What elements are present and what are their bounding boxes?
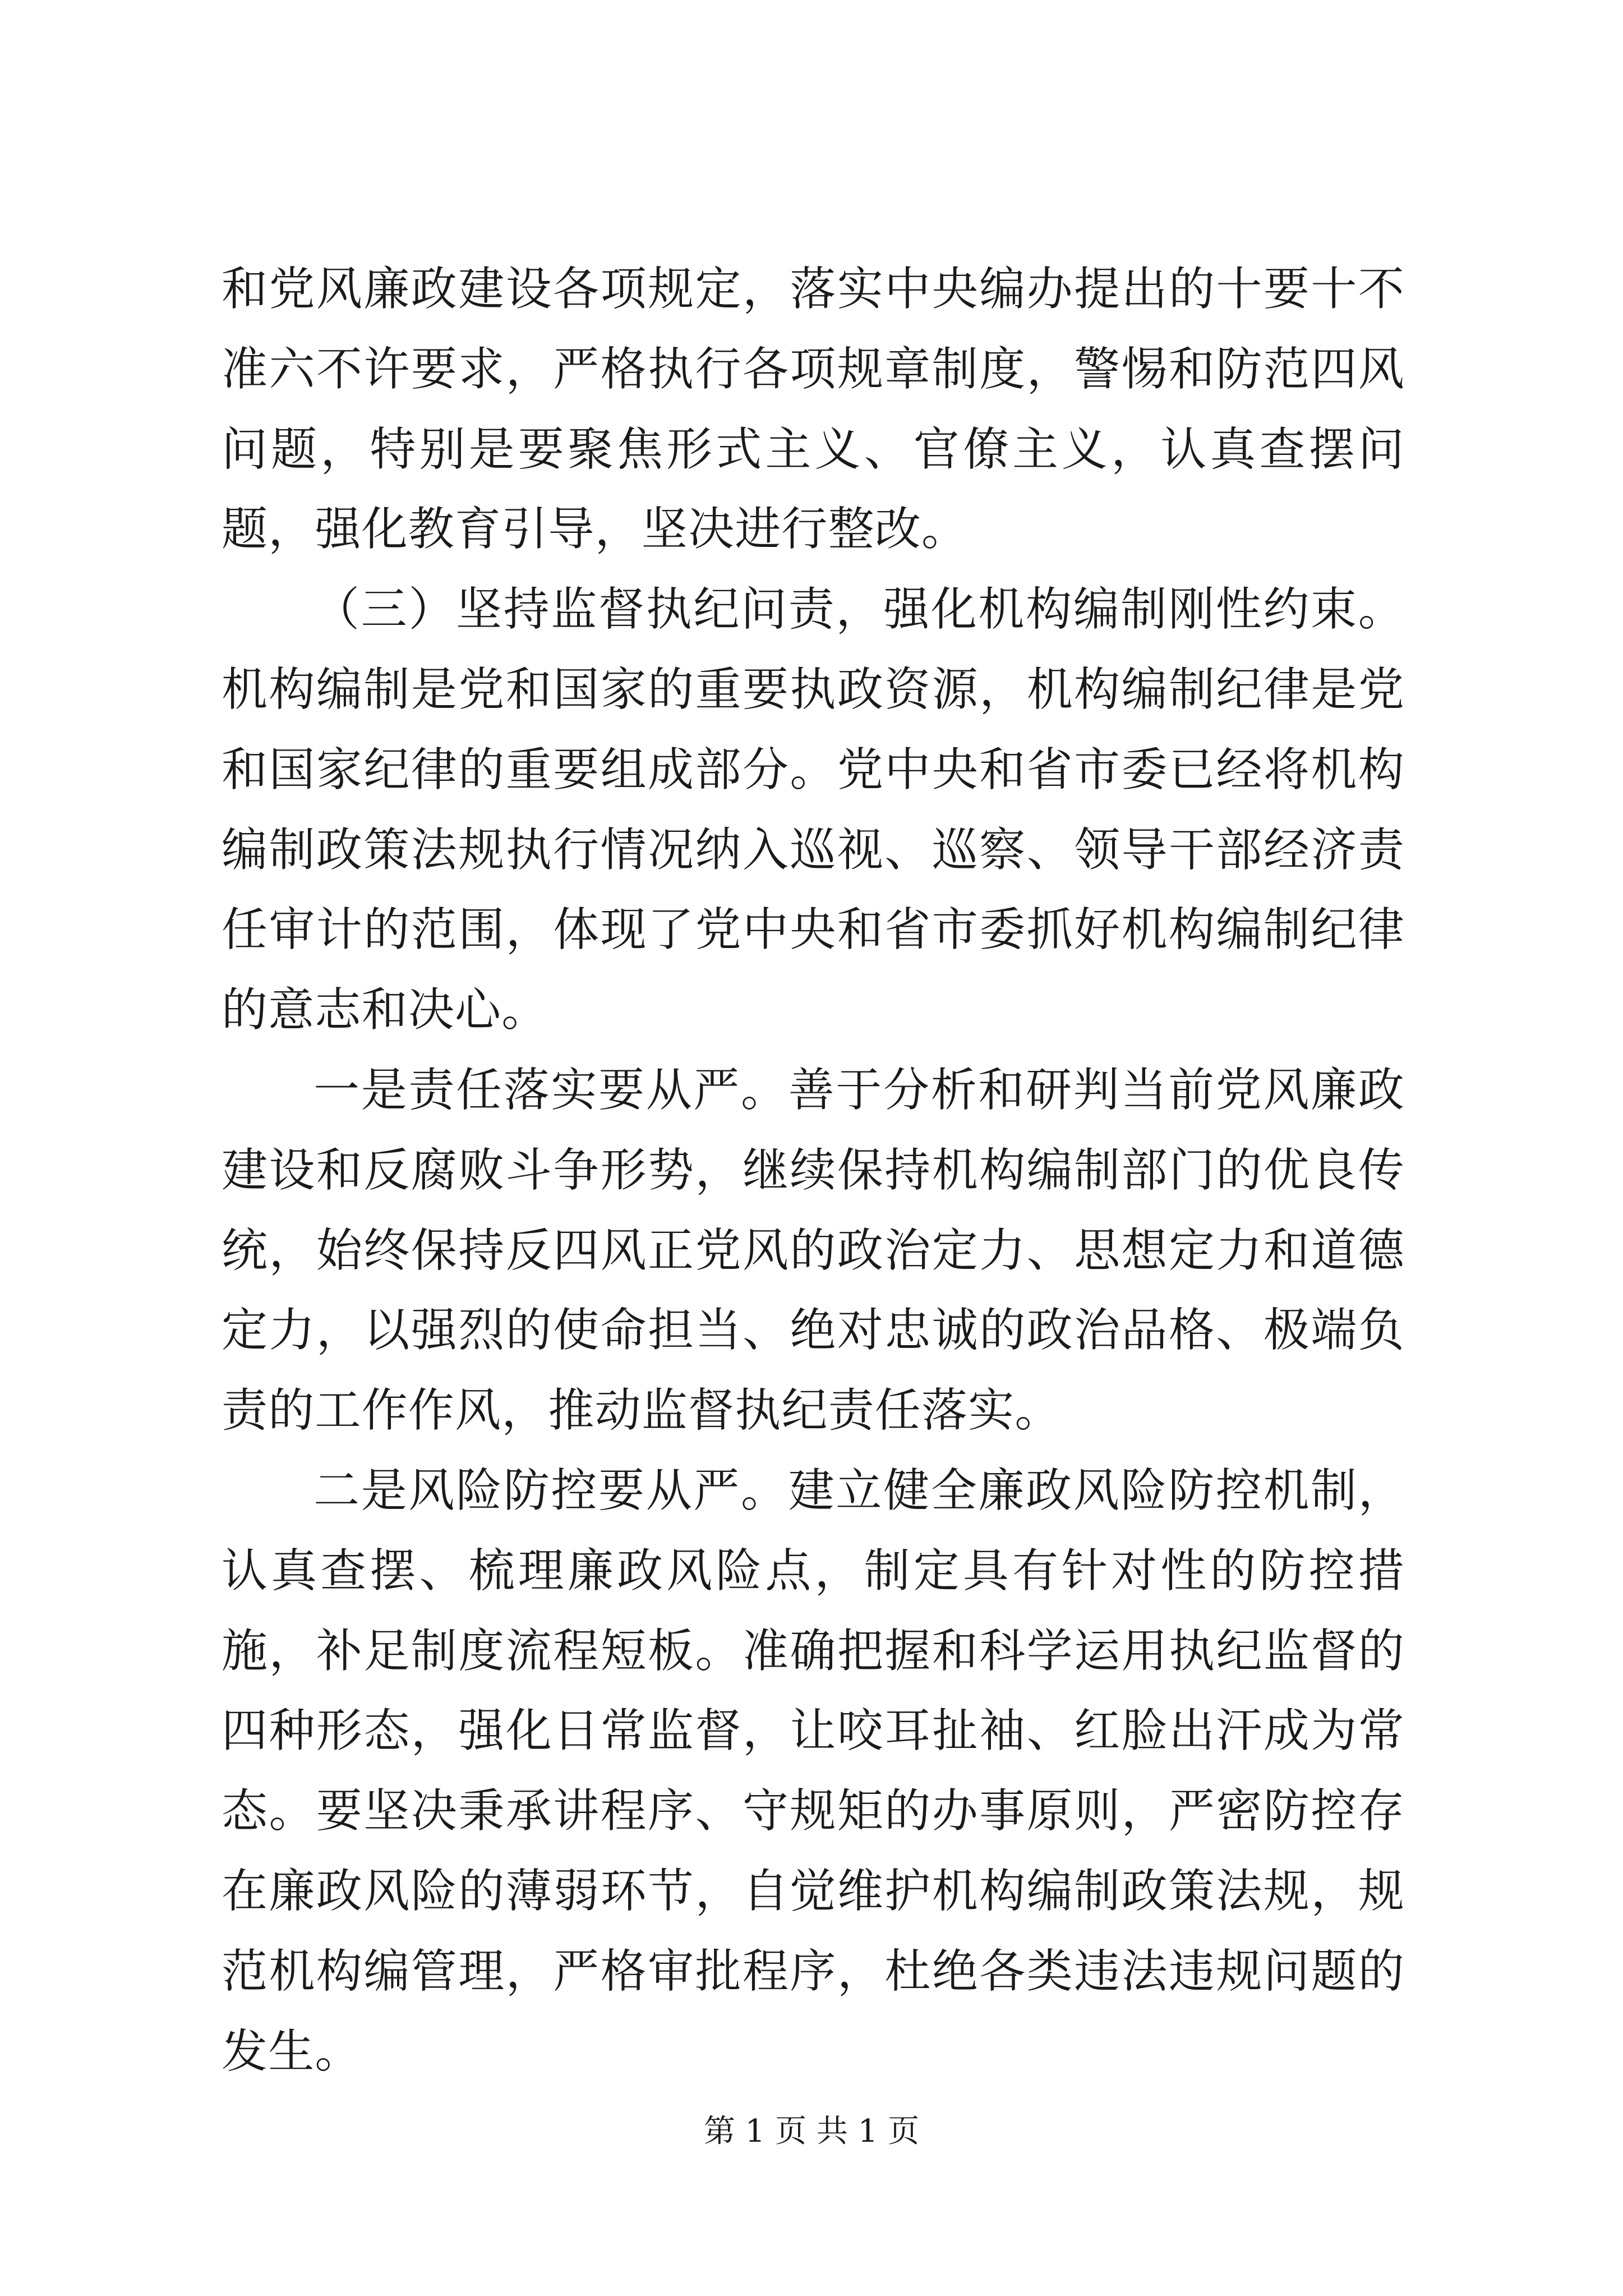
document-body — [222, 250, 1405, 2092]
paragraph-4: 二是风险防控要从严。建立健全廉政风险防控机制，认真查摆、梳理廉政风险点，制定具有针对性的防控措施，补足制度流程短板。准确把握和科学运用执纪监督的四种形态，强化日常监督，让咬耳扯袖、红脸出汗成为常态。要坚决秉承讲程序、守规矩的办事原则，严密防控存在廉政风险的薄弱环节，自觉维护机构编制政策法规，规范机构编管理，严格审批程序，杜绝各类违法违规问题的发生。 — [222, 1464, 1405, 2078]
page-footer: 第 1 页 共 1 页 — [703, 2113, 920, 2150]
paragraph-2: （三）坚持监督执纪问责，强化机构编制刚性约束。机构编制是党和国家的重要执政资源，机构编制纪律是党和国家纪律的重要组成部分。党中央和省市委已经将机构编制政策法规执行情况纳入巡视、巡察、领导干部经济责任审计的范围，体现了党中央和省市委抓好机构编制纪律的意志和决心。 — [222, 583, 1405, 1037]
paragraph-1: 和党风廉政建设各项规定，落实中央编办提出的十要十不准六不许要求，严格执行各项规章制度，警惕和防范四风问题，特别是要聚焦形式主义、官僚主义，认真查摆问题，强化教育引导，坚决进行整改。 — [222, 263, 1405, 556]
paragraph-3: 一是责任落实要从严。善于分析和研判当前党风廉政建设和反腐败斗争形势，继续保持机构编制部门的优良传统，始终保持反四风正党风的政治定力、思想定力和道德定力，以强烈的使命担当、绝对忠诚的政治品格、极端负责的工作作风，推动监督执纪责任落实。 — [222, 1063, 1405, 1438]
